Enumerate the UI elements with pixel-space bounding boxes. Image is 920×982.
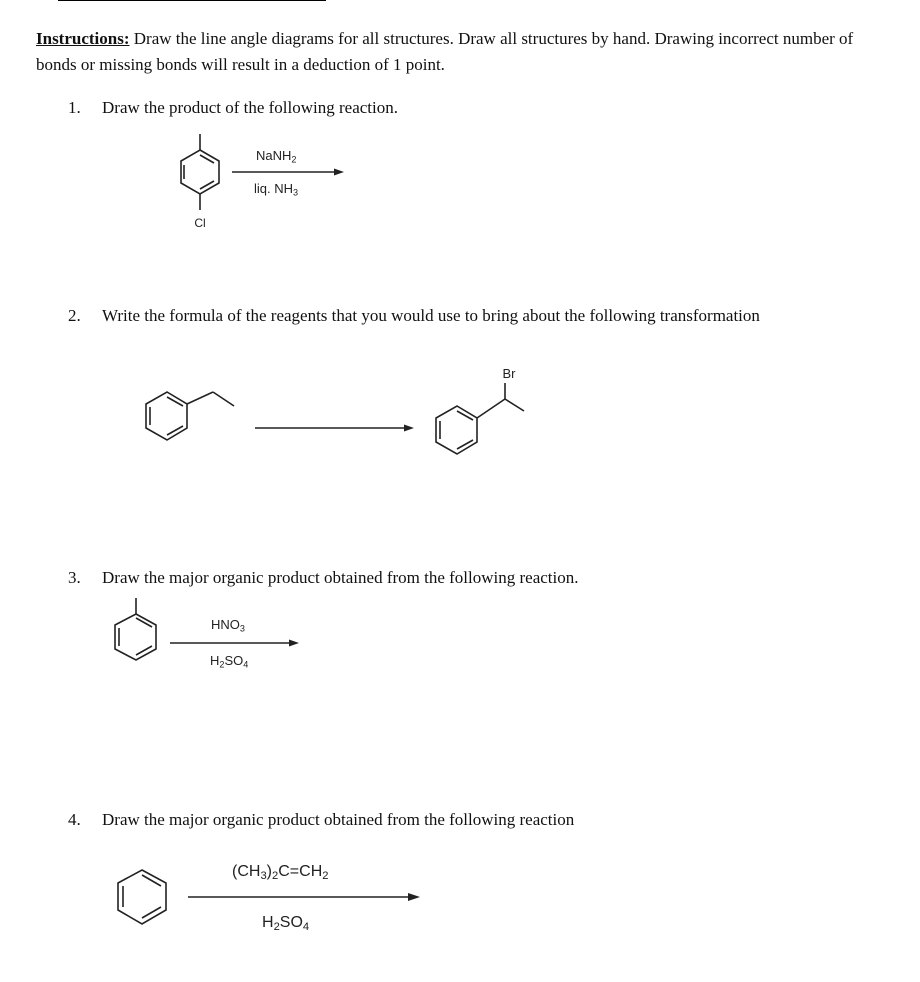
q1-reagent-bottom: liq. $NH_3$ [254, 181, 299, 198]
instructions-label: Instructions: [36, 29, 130, 48]
q2-br-label: Br [502, 366, 516, 381]
question-number: 3. [68, 568, 81, 587]
question-text: Write the formula of the reagents that you would use to bring about the following transformation [102, 306, 760, 325]
q4-benzene-ring [118, 870, 166, 924]
instructions-text: Draw the line angle diagrams for all structures. Draw all structures by hand. Drawing incorrect number of bonds or missing bonds will result in a deduction of 1 point. [36, 29, 854, 74]
q4-ring-double-bond [142, 907, 161, 918]
q4-arrowhead [408, 893, 420, 901]
q3-reagent-bottom: $H_2SO_4$ [210, 653, 249, 670]
question-number: 2. [68, 306, 81, 325]
q4-reagent-top: $(CH_3)_2C=CH_2$ [232, 863, 329, 882]
question-text: Draw the major organic product obtained from the following reaction. [102, 568, 579, 587]
question-text: Draw the product of the following reaction. [102, 98, 398, 117]
question-number: 1. [68, 98, 81, 117]
question-number: 4. [68, 810, 81, 829]
q4-ring-double-bond [142, 875, 161, 886]
q4-reagent-bottom: $H_2SO_4$ [262, 914, 310, 933]
question-text: Draw the major organic product obtained from the following reaction [102, 810, 575, 829]
q1-cl-label: Cl [194, 216, 206, 230]
q1-reagent-top: NaNH$_2$ [256, 148, 297, 165]
q3-reagent-top: $HNO_3$ [211, 617, 245, 634]
